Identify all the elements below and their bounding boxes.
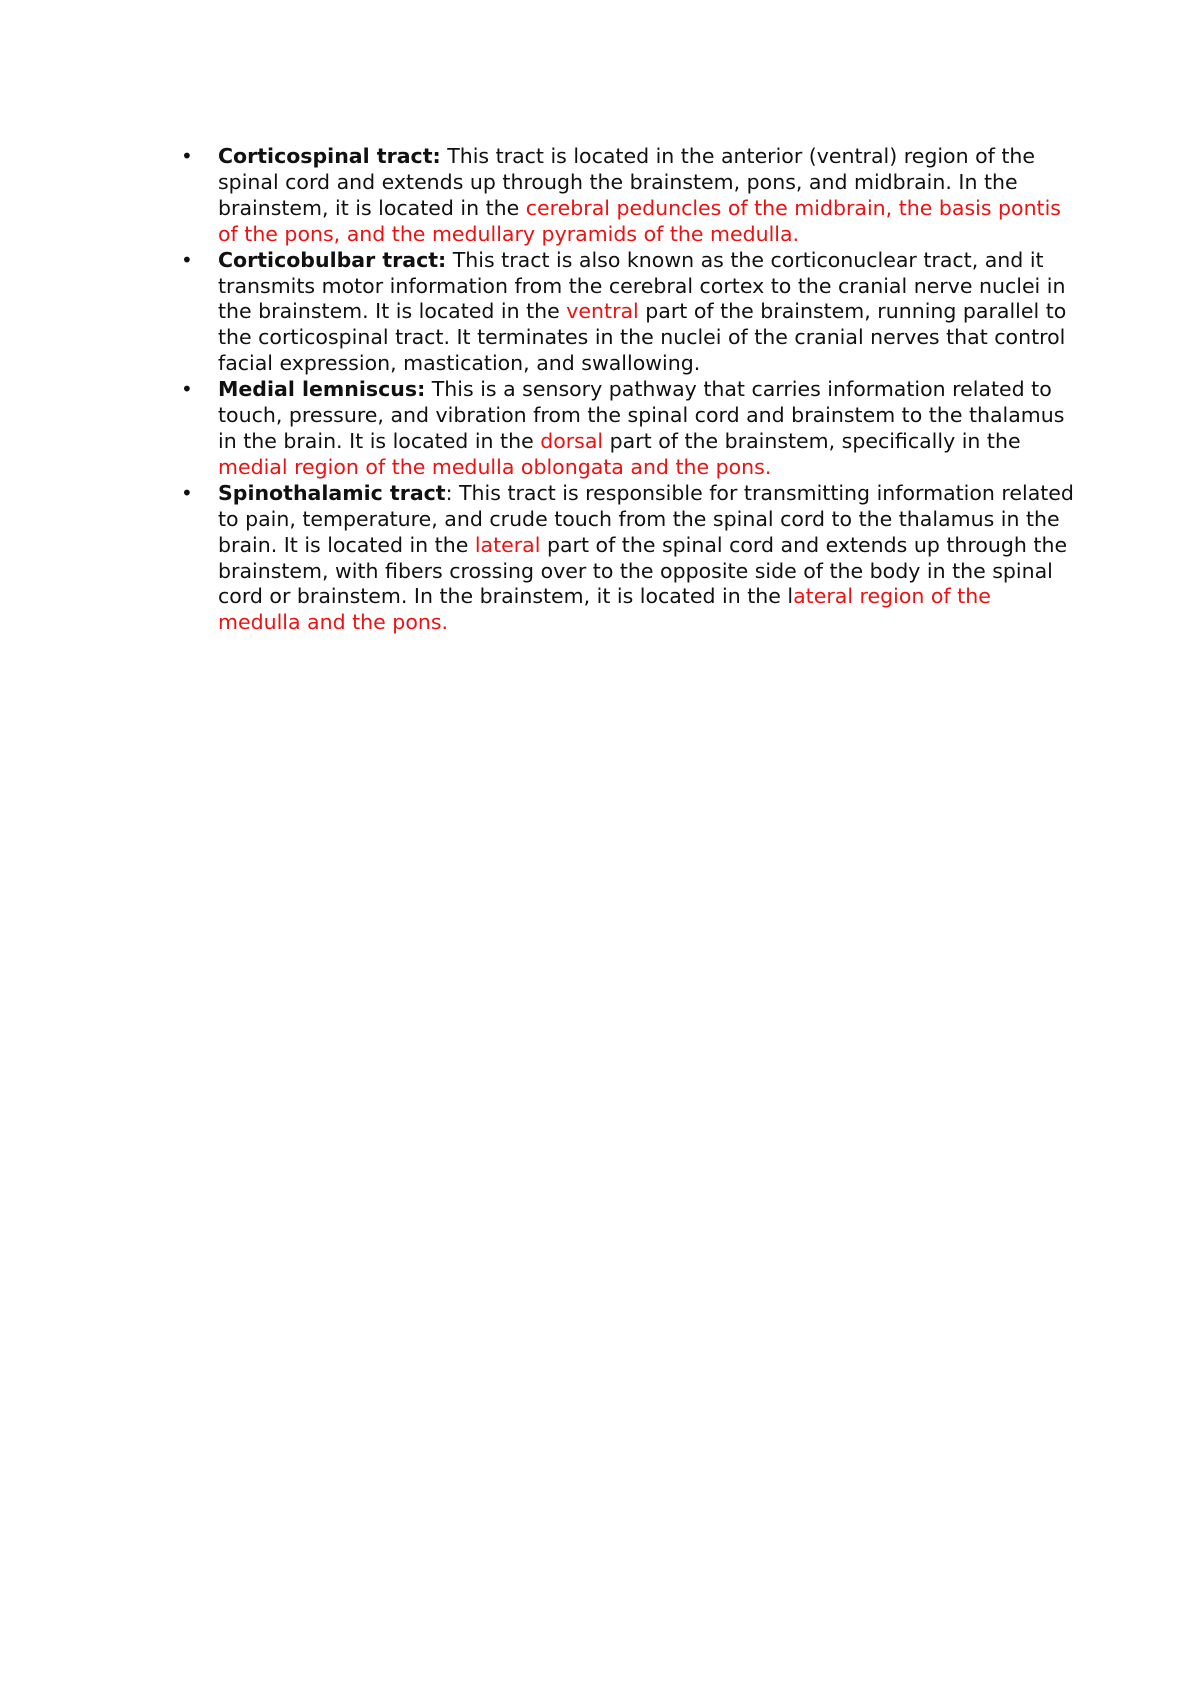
tract-bullet-list [176,144,1076,636]
description-text: part of the spinal cord and extends up through the brainstem, with fibers crossing over to the opposite side of the body in the spinal cord or brainstem. In the brainstem, it is located in the l [218,532,1068,609]
term-medial-lemniscus: Medial lemniscus: [218,377,426,402]
highlighted-location: ventral [566,299,639,324]
highlighted-location: lateral [474,532,541,557]
highlighted-location: medial region of the medulla oblongata and the pons. [218,454,772,479]
list-item [176,377,1076,481]
highlighted-location: cerebral peduncles of the midbrain, the basis pontis of the pons, and the medullary pyramids of the medulla. [218,195,1061,246]
bullet-icon: • [181,377,193,402]
bullet-icon: • [181,144,193,168]
bullet-icon: • [181,480,193,505]
description-text: This tract is also known as the corticonuclear tract, and it transmits motor information from the cerebral cortex to the cranial nerve nuclei in the brainstem. It is located in the [218,247,1066,324]
term-corticospinal: Corticospinal tract: [218,144,441,168]
term-corticobulbar: Corticobulbar tract: [218,247,447,272]
description-text: : This tract is responsible for transmitting information related to pain, temperature, and crude touch from the spinal cord to the thalamus in the brain. It is located in the [218,480,1074,557]
description-text: This is a sensory pathway that carries information related to touch, pressure, and vibration from the spinal cord and brainstem to the thalamus in the brain. It is located in the [218,377,1065,453]
highlighted-location: ateral region of the medulla and the pons. [218,584,991,635]
list-item [176,248,1076,378]
term-spinothalamic: Spinothalamic tract [218,480,446,505]
highlighted-location: dorsal [540,428,604,453]
list-item [176,144,1076,248]
list-item [176,481,1076,636]
description-text: This tract is located in the anterior (ventral) region of the spinal cord and extends up through the brainstem, pons, and midbrain. In the brainstem, it is located in the [218,144,1036,220]
bullet-icon: • [181,247,193,272]
description-text: part of the brainstem, specifically in the [603,428,1021,453]
description-text: part of the brainstem, running parallel to the corticospinal tract. It terminates in the nuclei of the cranial nerves that control facial expression, mastication, and swallowing. [218,299,1067,376]
